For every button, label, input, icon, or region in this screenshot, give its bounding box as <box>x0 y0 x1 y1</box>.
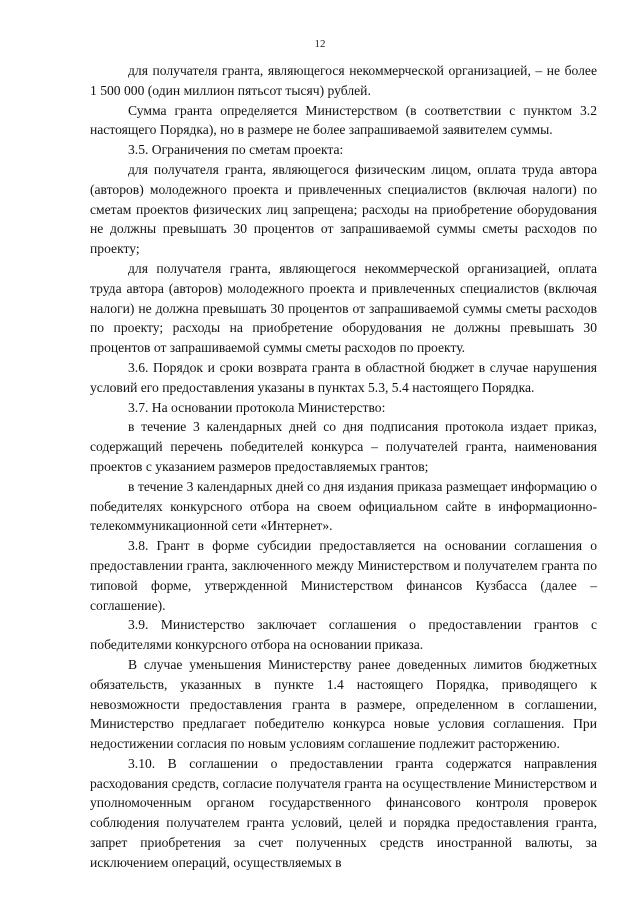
paragraph: 3.6. Порядок и сроки возврата гранта в областной бюджет в случае нарушения условий его предоставления указаны в пунктах 5.3, 5.4 настоящего Порядка. <box>90 359 597 395</box>
paragraph: в течение 3 календарных дней со дня подписания протокола издает приказ, содержащий перечень победителей конкурса – получателей гранта, наименования проектов с указанием размеров предоставляемых грантов; <box>90 419 597 474</box>
paragraph: 3.10. В соглашении о предоставлении гранта содержатся направления расходования средств, согласие получателя гранта на осуществление Министерством и уполномоченным органом государственного финансового контроля проверок соблюдения получателем гранта условий, целей и порядка предоставления гранта, запрет приобретения за счет полученных средств иностранной валюты, за исключением операций, осуществляемых в <box>90 755 597 870</box>
paragraph: 3.8. Грант в форме субсидии предоставляется на основании соглашения о предоставлении гранта, заключенного между Министерством и получателем гранта по типовой форме, утвержденной Министерством финансов Кузбасса (далее – соглашение). <box>90 538 597 613</box>
paragraph: 3.7. На основании протокола Министерство: <box>128 399 386 415</box>
paragraph: 3.9. Министерство заключает соглашения о предоставлении грантов с победителями конкурсного отбора на основании приказа. <box>90 617 597 653</box>
paragraph: для получателя гранта, являющегося некоммерческой организацией, оплата труда автора (авторов) молодежного проекта и привлеченных специалистов (включая налоги) не должна превышать 30 процентов от запрашиваемой суммы сметы расходов по проекту; расходы на приобретение оборудования не должны превышать 30 процентов от запрашиваемой суммы сметы расходов по проекту. <box>90 260 597 356</box>
paragraph: в течение 3 календарных дней со дня издания приказа размещает информацию о победителях конкурсного отбора на своем официальном сайте в информационно-телекоммуникационной сети «Интернет». <box>90 478 597 534</box>
paragraph: В случае уменьшения Министерству ранее доведенных лимитов бюджетных обязательств, указанных в пункте 1.4 настоящего Порядка, приводящего к невозможности предоставления гранта в размере, определенном в соглашении, Министерство предлагает победителю конкурса новые условия соглашения. При недостижении согласия по новым условиям соглашение подлежит расторжению. <box>90 656 597 752</box>
document-body <box>90 61 597 873</box>
paragraph: 3.5. Ограничения по сметам проекта: <box>128 142 344 158</box>
paragraph: для получателя гранта, являющегося физическим лицом, оплата труда автора (авторов) молодежного проекта и привлеченных специалистов (включая налоги) по сметам проектов физических лиц запрещена; расходы на приобретение оборудования не должны превышать 30 процентов от запрашиваемой суммы сметы расходов по проекту; <box>90 161 597 257</box>
page-number: 12 <box>314 38 326 50</box>
paragraph: для получателя гранта, являющегося некоммерческой организацией, – не более 1 500 000 (один миллион пятьсот тысяч) рублей. <box>90 63 597 98</box>
paragraph: Сумма гранта определяется Министерством (в соответствии с пунктом 3.2 настоящего Порядка), но в размере не более запрашиваемой заявителем суммы. <box>90 102 597 138</box>
